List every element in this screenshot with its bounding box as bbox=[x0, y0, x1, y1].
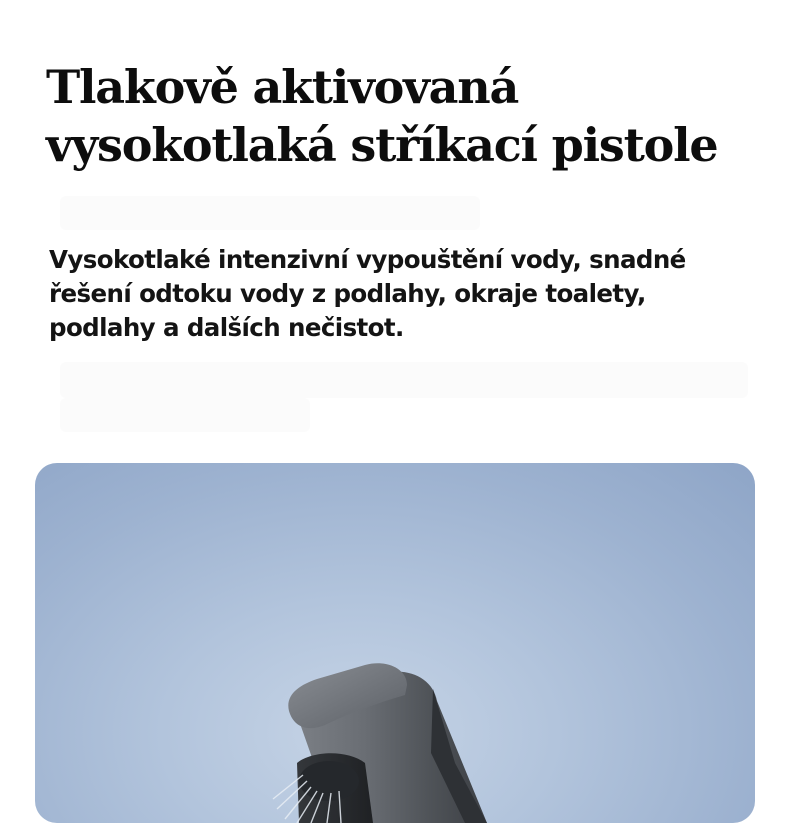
faint-shadow-block bbox=[60, 362, 748, 398]
product-title-line-2: vysokotlaká stříkací pistole bbox=[46, 118, 718, 172]
product-title bbox=[46, 58, 766, 174]
faint-shadow-block bbox=[60, 196, 480, 230]
product-image-card bbox=[35, 463, 755, 823]
product-description bbox=[49, 243, 759, 345]
product-title-line-1: Tlakově aktivovaná bbox=[46, 60, 519, 114]
gun-nozzle-face-shape bbox=[299, 761, 359, 801]
product-description-line-1: Vysokotlaké intenzivní vypouštění vody, snadné bbox=[49, 245, 686, 274]
product-description-line-2: řešení odtoku vody z podlahy, okraje toalety, bbox=[49, 279, 646, 308]
product-description-line-3: podlahy a dalších nečistot. bbox=[49, 313, 404, 342]
spray-gun-image bbox=[35, 463, 755, 823]
faint-shadow-block bbox=[60, 398, 310, 432]
